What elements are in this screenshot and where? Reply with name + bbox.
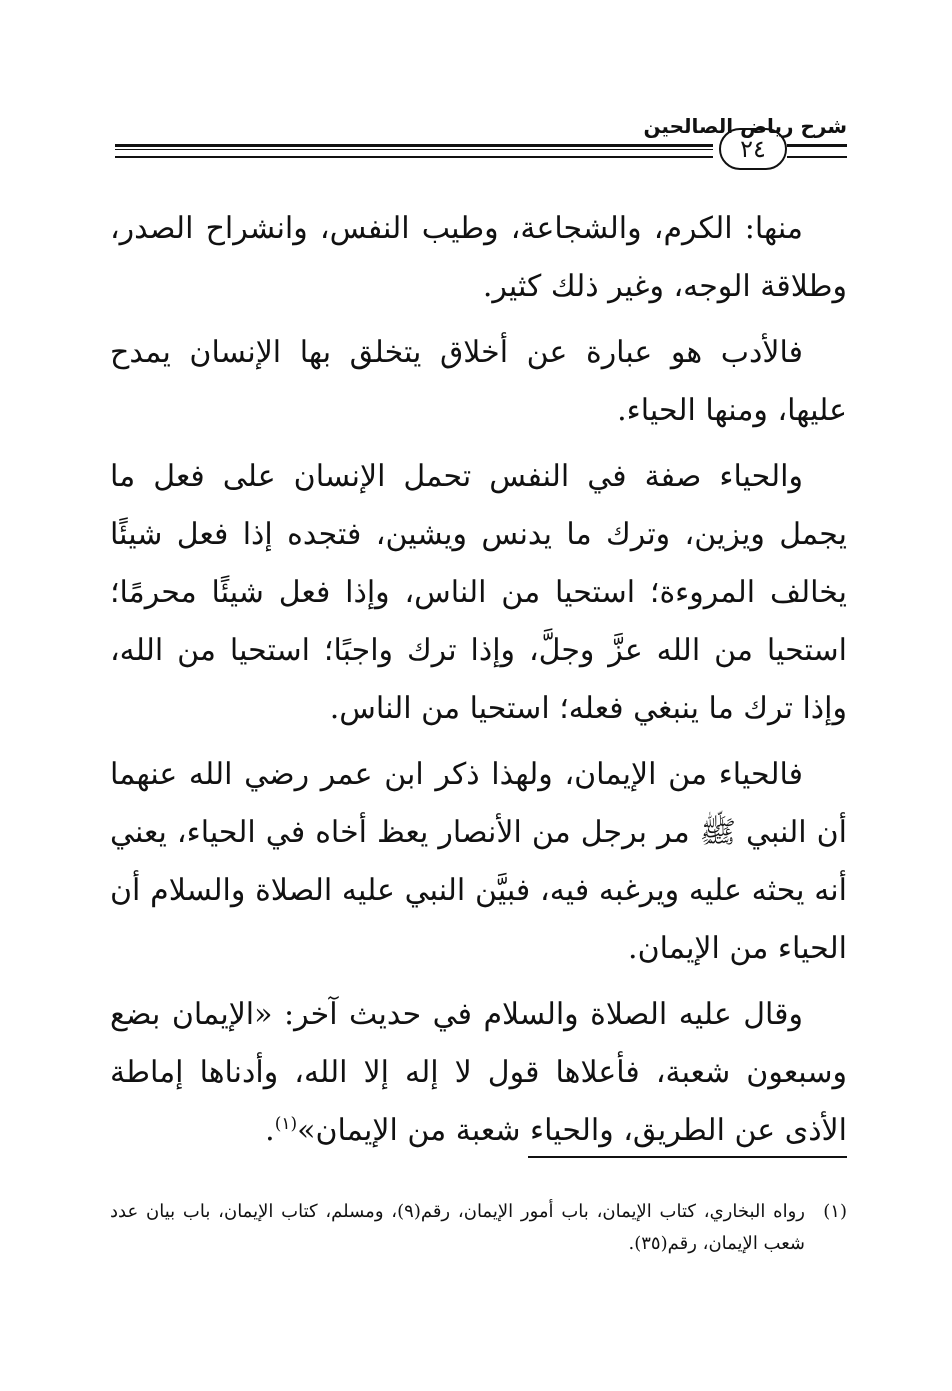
paragraph: فالأدب هو عبارة عن أخلاق يتخلق بها الإنسان يمدح عليها، ومنها الحياء.: [110, 335, 847, 428]
hadith-text: وقال عليه الصلاة والسلام في حديث آخر: «الإيمان بضع وسبعون شعبة، فأعلاها قول لا إله إلا الله، وأدناها إماطة الأذى عن الطريق، والحياء شعبة من الإيمان»: [110, 997, 847, 1148]
running-title: شرح رياض الصالحين: [643, 114, 847, 138]
paragraph: [110, 986, 847, 1160]
paragraph: فالحياء من الإيمان، ولهذا ذكر ابن عمر رضي الله عنهما أن النبي ﷺ مر برجل من الأنصار يعظ أخاه في الحياء، يعني أنه يحثه عليه ويرغبه فيه، فبيَّن النبي عليه الصلاة والسلام أن الحياء من الإيمان.: [110, 757, 847, 966]
footnote-text: رواه البخاري، كتاب الإيمان، باب أمور الإيمان، رقم(٩)، ومسلم، كتاب الإيمان، باب بيان عدد شعب الإيمان، رقم(٣٥).: [110, 1201, 805, 1254]
main-text: [110, 200, 847, 1168]
footnote-reference[interactable]: (١): [274, 1114, 298, 1134]
footnote-separator: [528, 1156, 847, 1158]
paragraph: منها: الكرم، والشجاعة، وطيب النفس، وانشراح الصدر، وطلاقة الوجه، وغير ذلك كثير.: [110, 211, 847, 304]
paragraph: والحياء صفة في النفس تحمل الإنسان على فعل ما يجمل ويزين، وترك ما يدنس ويشين، فتجده إذا فعل شيئًا يخالف المروءة؛ استحيا من الناس، وإذا فعل شيئًا محرمًا؛ استحيا من الله عزَّ وجلَّ، وإذا ترك واجبًا؛ استحيا من الله، وإذا ترك ما ينبغي فعله؛ استحيا من الناس.: [110, 459, 847, 726]
paragraph-end: .: [265, 1113, 275, 1148]
footnotes: [110, 1196, 847, 1260]
page-header: [115, 110, 847, 170]
header-rule-left: [115, 144, 713, 158]
page-number: ٢٤: [719, 128, 787, 170]
header-rule-right: [787, 144, 847, 158]
footnote: [110, 1196, 847, 1260]
footnote-number: (١): [823, 1201, 847, 1222]
